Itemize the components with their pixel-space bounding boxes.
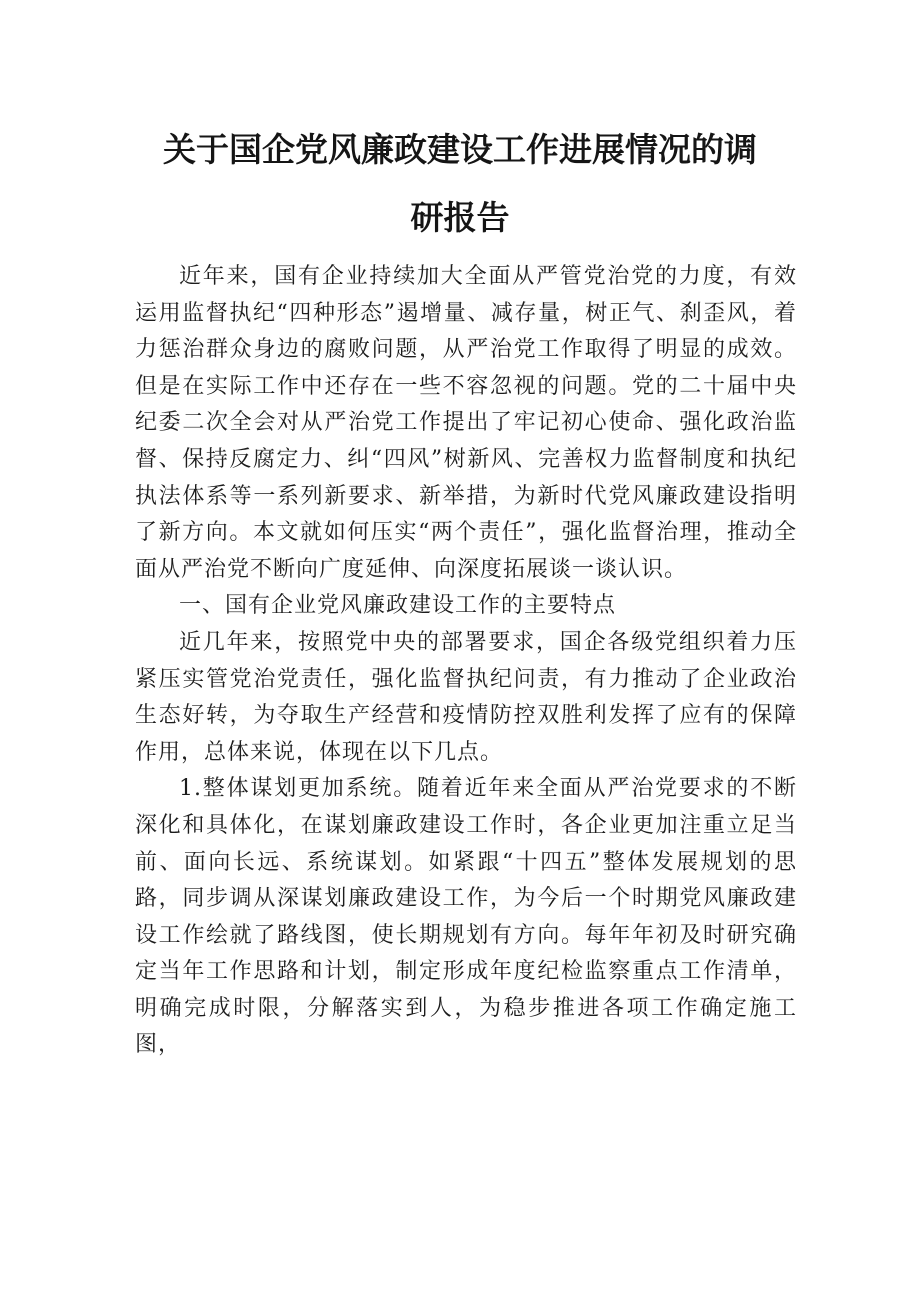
section-1-intro-paragraph: 近几年来，按照党中央的部署要求，国企各级党组织着力压紧压实管党治党责任，强化监督执纪问责，有力推动了企业政治生态好转，为夺取生产经营和疫情防控双胜利发挥了应有的保障作用，总体来说，体现在以下几点。 [135,629,797,765]
point-1-paragraph: 1.整体谋划更加系统。随着近年来全面从严治党要求的不断深化和具体化，在谋划廉政建设工作时，各企业更加注重立足当前、面向长远、系统谋划。如紧跟“十四五”整体发展规划的思路，同步调从深谋划廉政建设工作，为今后一个时期党风廉政建设工作绘就了路线图，使长期规划有方向。每年年初及时研究确定当年工作思路和计划，制定形成年度纪检监察重点工作清单，明确完成时限，分解落实到人，为稳步推进各项工作确定施工图， [135,776,797,1058]
report-body [135,259,797,1064]
section-heading-1: 一、国有企业党风廉政建设工作的主要特点 [179,593,617,619]
report-title-line-2: 研报告 [410,198,510,237]
report-title-line-1: 关于国企党风廉政建设工作进展情况的调 [163,130,757,169]
intro-paragraph: 近年来，国有企业持续加大全面从严管党治党的力度，有效运用监督执纪“四种形态”遏增量、减存量，树正气、刹歪风，着力惩治群众身边的腐败问题，从严治党工作取得了明显的成效。但是在实际工作中还存在一些不容忽视的问题。党的二十届中央纪委二次全会对从严治党工作提出了牢记初心使命、强化政治监督、保持反腐定力、纠“四风”树新风、完善权力监督制度和执纪执法体系等一系列新要求、新举措，为新时代党风廉政建设指明了新方向。本文就如何压实“两个责任”，强化监督治理，推动全面从严治党不断向广度延伸、向深度拓展谈一谈认识。 [135,264,797,582]
